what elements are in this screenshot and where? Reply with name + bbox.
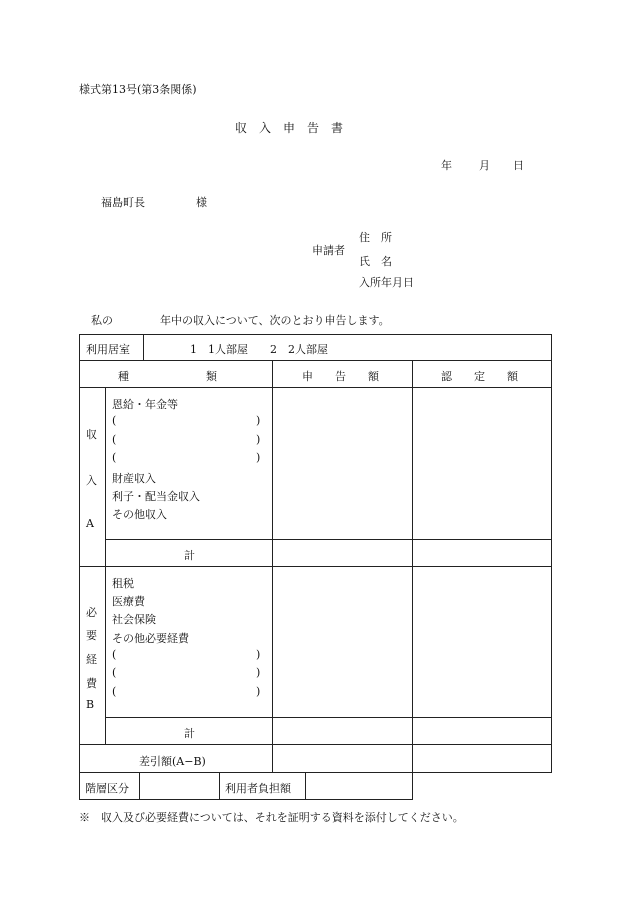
income-item: 利子・配当金収入 — [112, 490, 200, 503]
room-options: 1 1人部屋 2 2人部屋 — [190, 343, 328, 356]
expense-item: ( — [112, 666, 117, 679]
expense-group-char: 費 — [86, 677, 97, 690]
income-group-char: 収 — [86, 428, 97, 441]
income-item: 恩給・年金等 — [112, 398, 178, 411]
expense-paren-close: ) — [256, 666, 261, 679]
header-declared: 申 告 額 — [302, 370, 379, 383]
expense-item: その他必要経費 — [112, 632, 189, 645]
date-month: 月 — [479, 159, 490, 172]
expense-group-char: 必 — [86, 606, 97, 619]
expense-paren-close: ) — [256, 685, 261, 698]
applicant-label: 申請者 — [312, 244, 345, 257]
expense-item: 租税 — [112, 577, 134, 590]
form-number: 様式第13号(第3条関係) — [79, 83, 197, 96]
expense-item: ( — [112, 648, 117, 661]
expense-item: 医療費 — [112, 595, 145, 608]
expense-item: ( — [112, 685, 117, 698]
income-subtotal-label: 計 — [184, 549, 195, 562]
date-year: 年 — [441, 159, 452, 172]
intro-prefix: 私の — [91, 314, 113, 327]
income-paren-close: ) — [256, 433, 261, 446]
income-group-char: A — [86, 517, 94, 530]
applicant-address-label: 住 所 — [359, 231, 392, 244]
burden-label: 利用者負担額 — [225, 782, 291, 795]
income-group-char: 入 — [86, 474, 97, 487]
room-label: 利用居室 — [86, 343, 130, 356]
income-item: 財産収入 — [112, 472, 156, 485]
expense-group-char: B — [86, 698, 95, 711]
income-item: ( — [112, 433, 117, 446]
document-title: 収 入 申 告 書 — [235, 121, 344, 135]
expense-subtotal-label: 計 — [184, 727, 195, 740]
attachment-note: ※ 収入及び必要経費については、それを証明する資料を添付してください。 — [79, 811, 464, 824]
income-item: ( — [112, 451, 117, 464]
income-item: ( — [112, 414, 117, 427]
difference-label: 差引額(A−B) — [139, 755, 206, 768]
addressee-name: 福島町長 — [101, 196, 145, 209]
income-paren-close: ) — [256, 451, 261, 464]
income-paren-close: ) — [256, 414, 261, 427]
applicant-entry-date-label: 入所年月日 — [359, 276, 414, 289]
income-item: その他収入 — [112, 508, 167, 521]
header-kind: 種 類 — [118, 370, 217, 383]
intro-suffix: 年中の収入について、次のとおり申告します。 — [160, 314, 390, 327]
class-label: 階層区分 — [85, 782, 129, 795]
expense-item: 社会保険 — [112, 613, 156, 626]
header-approved: 認 定 額 — [441, 370, 518, 383]
addressee-honorific: 様 — [196, 196, 207, 209]
applicant-name-label: 氏 名 — [359, 255, 392, 268]
expense-group-char: 経 — [86, 653, 97, 666]
expense-paren-close: ) — [256, 648, 261, 661]
expense-group-char: 要 — [86, 629, 97, 642]
date-day: 日 — [513, 159, 524, 172]
